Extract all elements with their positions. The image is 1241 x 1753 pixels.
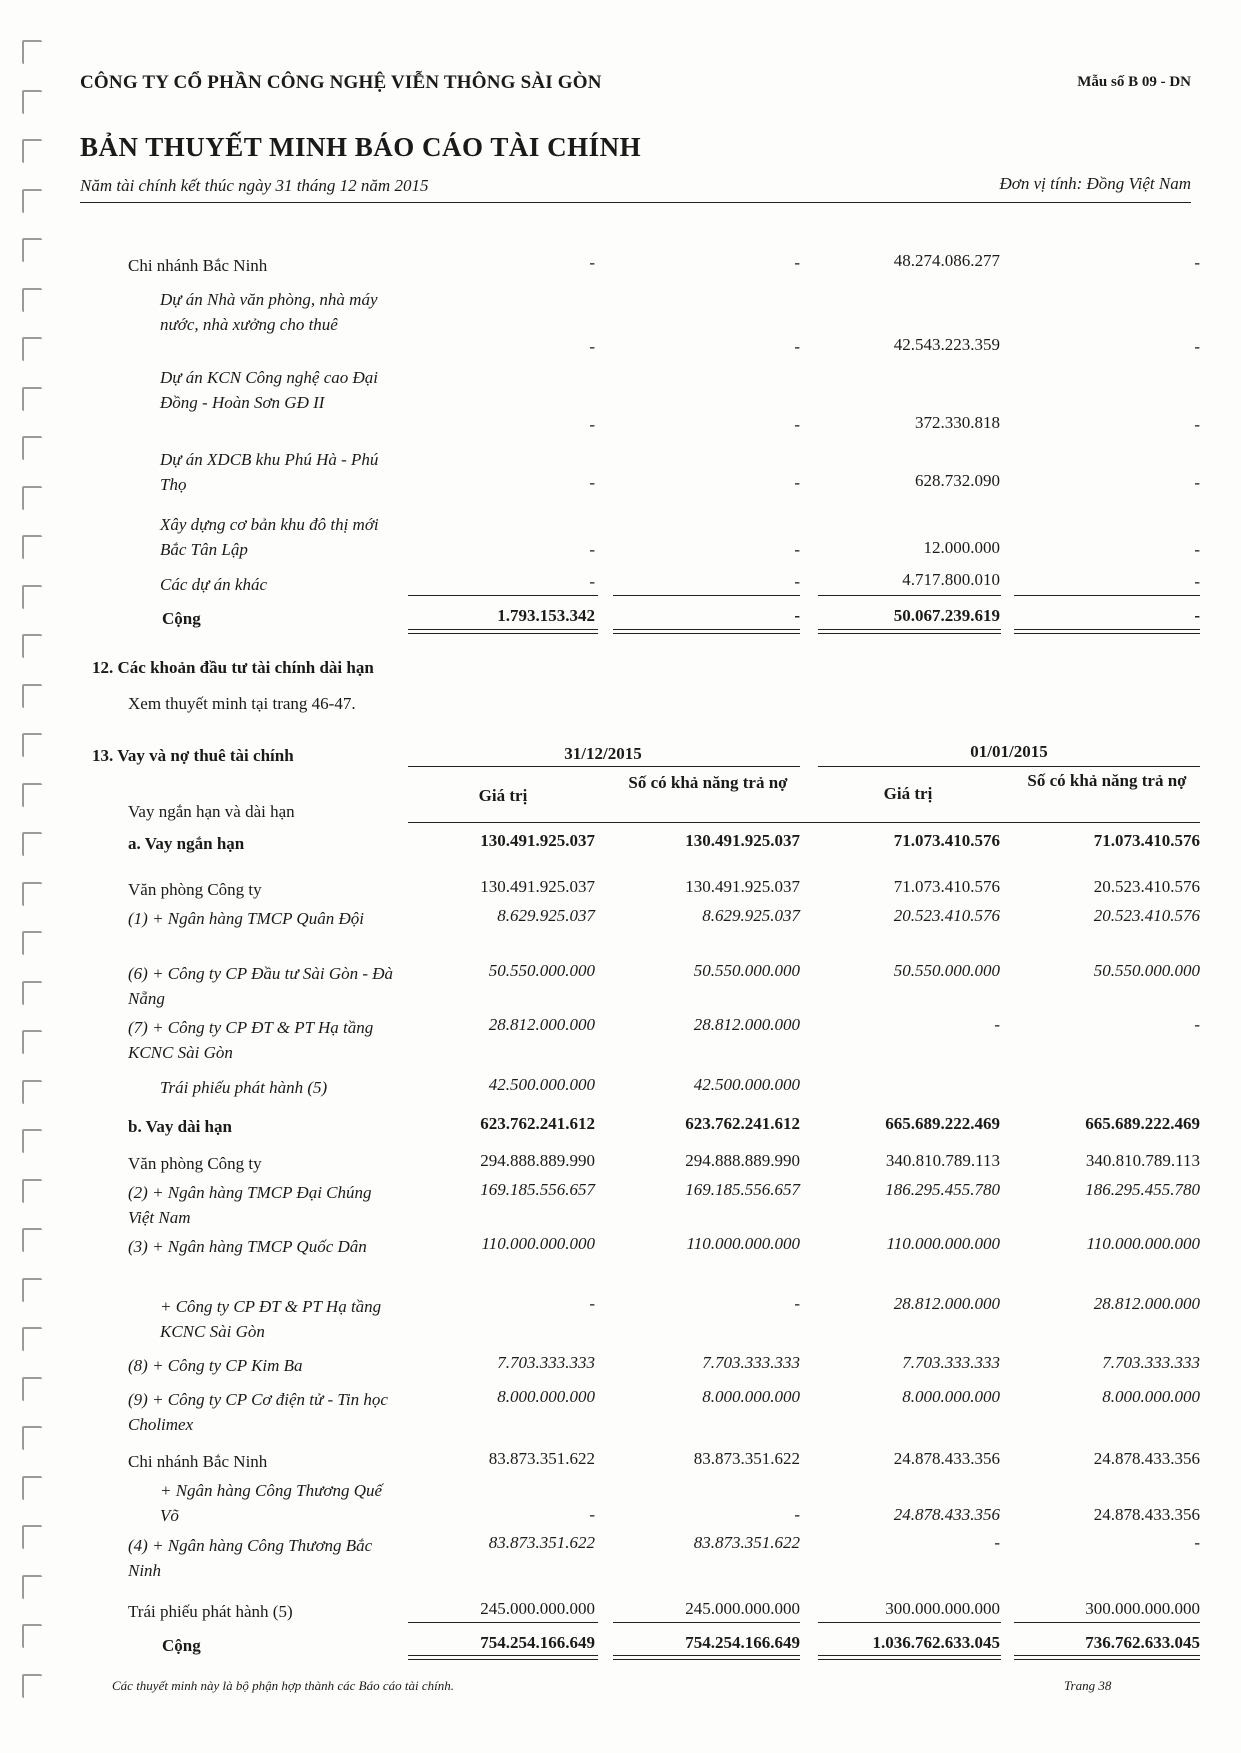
cell: 186.295.455.780 [1085, 1180, 1200, 1199]
cell: 294.888.889.990 [480, 1151, 595, 1170]
cell: - [1194, 572, 1200, 591]
footer-note: Các thuyết minh này là bộ phận hợp thành các Báo cáo tài chính. [112, 1678, 454, 1693]
row-label: Văn phòng Công ty [128, 880, 262, 899]
cell: 245.000.000.000 [480, 1599, 595, 1618]
cell: - [1194, 540, 1200, 559]
cell: 110.000.000.000 [886, 1234, 1000, 1253]
row-label: + Công ty CP ĐT & PT Hạ tầng KCNC Sài Gòn [160, 1297, 382, 1341]
document-title: BẢN THUYẾT MINH BÁO CÁO TÀI CHÍNH [80, 132, 642, 162]
binding-hole [22, 1624, 42, 1648]
binding-hole [22, 585, 42, 609]
cell: - [1194, 415, 1200, 434]
row-label: (1) + Ngân hàng TMCP Quân Đội [128, 909, 364, 928]
binding-hole [22, 1377, 42, 1401]
cell: - [589, 1294, 595, 1313]
company-name: CÔNG TY CỔ PHẦN CÔNG NGHỆ VIỄN THÔNG SÀI GÒN [80, 72, 602, 93]
cell: 28.812.000.000 [693, 1015, 800, 1034]
cell: 8.000.000.000 [902, 1387, 1000, 1406]
binding-hole [22, 1129, 42, 1153]
binding-hole [22, 1080, 42, 1104]
cell: 169.185.556.657 [480, 1180, 595, 1199]
cell: 20.523.410.576 [893, 906, 1000, 925]
binding-hole [22, 981, 42, 1005]
cell: 7.703.333.333 [1102, 1353, 1200, 1372]
cell: 169.185.556.657 [685, 1180, 800, 1199]
binding-hole [22, 1030, 42, 1054]
cell: 110.000.000.000 [1086, 1234, 1200, 1253]
cell: - [794, 1505, 800, 1524]
binding-hole [22, 387, 42, 411]
cell: 300.000.000.000 [885, 1599, 1000, 1618]
binding-hole [22, 1327, 42, 1351]
row-label: + Ngân hàng Công Thương Quế Võ [160, 1481, 383, 1525]
total-double-rule [818, 629, 1001, 634]
binding-hole [22, 535, 42, 559]
binding-hole [22, 1575, 42, 1599]
cell: 24.878.433.356 [893, 1505, 1000, 1524]
cell: 4.717.800.010 [902, 570, 1000, 589]
cell: 8.629.925.037 [497, 906, 595, 925]
row-label: Trái phiếu phát hành (5) [128, 1602, 293, 1621]
binding-hole [22, 684, 42, 708]
binding-hole [22, 139, 42, 163]
sum-rule [1014, 1622, 1200, 1623]
cell: 24.878.433.356 [1093, 1449, 1200, 1468]
row-label: (2) + Ngân hàng TMCP Đại Chúng Việt Nam [128, 1183, 372, 1227]
binding-edge [20, 40, 46, 1720]
cell: 294.888.889.990 [685, 1151, 800, 1170]
row-label: Dự án Nhà văn phòng, nhà máy nước, nhà xưởng cho thuê [160, 290, 378, 334]
binding-hole [22, 337, 42, 361]
binding-hole [22, 436, 42, 460]
row-label: (3) + Ngân hàng TMCP Quốc Dân [128, 1237, 367, 1256]
cell: 42.500.000.000 [488, 1075, 595, 1094]
cell: 50.550.000.000 [1093, 961, 1200, 980]
section-12-heading: 12. Các khoản đầu tư tài chính dài hạn [92, 658, 374, 677]
cell: 7.703.333.333 [497, 1353, 595, 1372]
period-rule [818, 766, 1200, 767]
total-cell: - [794, 606, 800, 625]
cell: 12.000.000 [923, 538, 1000, 557]
cell: 665.689.222.469 [1085, 1114, 1200, 1133]
cell: - [1194, 1015, 1200, 1034]
row-label: Dự án XDCB khu Phú Hà - Phú Thọ [160, 450, 379, 494]
cell: - [1194, 473, 1200, 492]
row-label: (7) + Công ty CP ĐT & PT Hạ tầng KCNC Sài Gòn [128, 1018, 374, 1062]
sum-rule [408, 595, 598, 596]
header-rule [408, 822, 1200, 823]
binding-hole [22, 733, 42, 757]
row-label: (9) + Công ty CP Cơ điện tử - Tin học Cholimex [128, 1390, 388, 1434]
cell: - [589, 337, 595, 356]
period-header-2015-01-01: 01/01/2015 [970, 742, 1048, 761]
binding-hole [22, 1278, 42, 1302]
cell: 20.523.410.576 [1093, 906, 1200, 925]
cell: 623.762.241.612 [480, 1114, 595, 1133]
total-cell: 754.254.166.649 [480, 1633, 595, 1652]
cell: - [994, 1015, 1000, 1034]
section-13-heading: 13. Vay và nợ thuê tài chính [92, 746, 294, 765]
total-label: Cộng [162, 1636, 201, 1655]
row-label: Các dự án khác [160, 575, 267, 594]
section-12-text: Xem thuyết minh tại trang 46-47. [128, 694, 356, 713]
binding-hole [22, 288, 42, 312]
cell: 8.629.925.037 [702, 906, 800, 925]
cell: 372.330.818 [915, 413, 1000, 432]
cell: 130.491.925.037 [685, 877, 800, 896]
cell: 48.274.086.277 [893, 251, 1000, 270]
cell: - [589, 540, 595, 559]
sum-rule [613, 595, 800, 596]
cell: - [589, 572, 595, 591]
binding-hole [22, 40, 42, 64]
currency-unit: Đơn vị tính: Đồng Việt Nam [999, 174, 1191, 193]
binding-hole [22, 1426, 42, 1450]
binding-hole [22, 882, 42, 906]
total-cell: 50.067.239.619 [893, 606, 1000, 625]
binding-hole [22, 90, 42, 114]
binding-hole [22, 189, 42, 213]
cell: 186.295.455.780 [885, 1180, 1000, 1199]
total-double-rule [613, 629, 800, 634]
sum-rule [818, 595, 1001, 596]
cell: - [589, 1505, 595, 1524]
row-label: Dự án KCN Công nghệ cao Đại Đồng - Hoàn Sơn GĐ II [160, 368, 378, 412]
cell: 83.873.351.622 [693, 1533, 800, 1552]
cell: 8.000.000.000 [1102, 1387, 1200, 1406]
cell: 245.000.000.000 [685, 1599, 800, 1618]
total-cell: 754.254.166.649 [685, 1633, 800, 1652]
cell: - [589, 253, 595, 272]
sum-rule [818, 1622, 1001, 1623]
cell: 130.491.925.037 [480, 877, 595, 896]
row-label: (8) + Công ty CP Kim Ba [128, 1356, 303, 1375]
cell: 42.500.000.000 [693, 1075, 800, 1094]
header-divider [80, 202, 1191, 203]
cell: 665.689.222.469 [885, 1114, 1000, 1133]
sum-rule [408, 1622, 598, 1623]
total-cell: 736.762.633.045 [1085, 1633, 1200, 1652]
cell: 28.812.000.000 [488, 1015, 595, 1034]
total-double-rule [408, 1655, 598, 1660]
cell: 20.523.410.576 [1093, 877, 1200, 896]
binding-hole [22, 486, 42, 510]
binding-hole [22, 1674, 42, 1698]
cell: 130.491.925.037 [685, 831, 800, 850]
row-label: a. Vay ngắn hạn [128, 834, 245, 853]
period-rule [408, 766, 800, 767]
col-payable-header: Số có khả năng trả nợ [628, 773, 788, 792]
cell: 8.000.000.000 [702, 1387, 800, 1406]
cell: 300.000.000.000 [1085, 1599, 1200, 1618]
cell: 71.073.410.576 [893, 877, 1000, 896]
cell: - [1194, 337, 1200, 356]
row-label: Chi nhánh Bắc Ninh [128, 256, 268, 275]
cell: - [794, 415, 800, 434]
row-header-label: Vay ngắn hạn và dài hạn [128, 802, 295, 821]
cell: 24.878.433.356 [1093, 1505, 1200, 1524]
cell: 83.873.351.622 [488, 1533, 595, 1552]
cell: 8.000.000.000 [497, 1387, 595, 1406]
form-code: Mẫu số B 09 - DN [1077, 74, 1191, 90]
total-cell: 1.036.762.633.045 [872, 1633, 1000, 1652]
cell: - [794, 337, 800, 356]
cell: - [794, 572, 800, 591]
page-number: Trang 38 [1064, 1678, 1112, 1693]
cell: 50.550.000.000 [893, 961, 1000, 980]
sum-rule [613, 1622, 800, 1623]
cell: 110.000.000.000 [686, 1234, 800, 1253]
cell: 340.810.789.113 [885, 1151, 1000, 1170]
row-label: b. Vay dài hạn [128, 1117, 232, 1136]
row-label: Văn phòng Công ty [128, 1154, 262, 1173]
cell: - [794, 1294, 800, 1313]
cell: 42.543.223.359 [893, 335, 1000, 354]
total-double-rule [1014, 629, 1200, 634]
fiscal-year-subtitle: Năm tài chính kết thúc ngày 31 tháng 12 năm 2015 [80, 176, 429, 195]
cell: 50.550.000.000 [488, 961, 595, 980]
row-label: Xây dựng cơ bản khu đô thị mới Bắc Tân Lập [160, 515, 379, 559]
row-label: (6) + Công ty CP Đầu tư Sài Gòn - Đà Nẵng [128, 964, 394, 1008]
binding-hole [22, 1476, 42, 1500]
sum-rule [1014, 595, 1200, 596]
total-double-rule [818, 1655, 1001, 1660]
cell: 340.810.789.113 [1085, 1151, 1200, 1170]
binding-hole [22, 1228, 42, 1252]
cell: - [794, 540, 800, 559]
cell: - [794, 253, 800, 272]
col-payable-header: Số có khả năng trả nợ [1027, 771, 1187, 790]
cell: - [994, 1533, 1000, 1552]
cell: 71.073.410.576 [893, 831, 1000, 850]
binding-hole [22, 634, 42, 658]
cell: 24.878.433.356 [893, 1449, 1000, 1468]
cell: - [1194, 1533, 1200, 1552]
cell: - [589, 473, 595, 492]
cell: 7.703.333.333 [702, 1353, 800, 1372]
cell: 50.550.000.000 [693, 961, 800, 980]
cell: - [1194, 253, 1200, 272]
period-header-2015-12-31: 31/12/2015 [564, 744, 642, 763]
binding-hole [22, 1179, 42, 1203]
binding-hole [22, 832, 42, 856]
cell: 130.491.925.037 [480, 831, 595, 850]
total-double-rule [408, 629, 598, 634]
total-double-rule [613, 1655, 800, 1660]
row-label: Trái phiếu phát hành (5) [160, 1078, 328, 1097]
binding-hole [22, 238, 42, 262]
binding-hole [22, 931, 42, 955]
cell: 28.812.000.000 [1093, 1294, 1200, 1313]
cell: 83.873.351.622 [693, 1449, 800, 1468]
cell: 623.762.241.612 [685, 1114, 800, 1133]
cell: 7.703.333.333 [902, 1353, 1000, 1372]
total-cell: 1.793.153.342 [497, 606, 595, 625]
col-value-header: Giá trị [478, 786, 528, 805]
total-cell: - [1194, 606, 1200, 625]
cell: 110.000.000.000 [481, 1234, 595, 1253]
binding-hole [22, 1525, 42, 1549]
cell: 71.073.410.576 [1093, 831, 1200, 850]
total-double-rule [1014, 1655, 1200, 1660]
total-label: Cộng [162, 609, 201, 628]
cell: - [589, 415, 595, 434]
cell: - [794, 473, 800, 492]
cell: 83.873.351.622 [488, 1449, 595, 1468]
cell: 28.812.000.000 [893, 1294, 1000, 1313]
col-value-header: Giá trị [883, 784, 933, 803]
cell: 628.732.090 [915, 471, 1000, 490]
binding-hole [22, 783, 42, 807]
row-label: Chi nhánh Bắc Ninh [128, 1452, 268, 1471]
row-label: (4) + Ngân hàng Công Thương Bắc Ninh [128, 1536, 373, 1580]
